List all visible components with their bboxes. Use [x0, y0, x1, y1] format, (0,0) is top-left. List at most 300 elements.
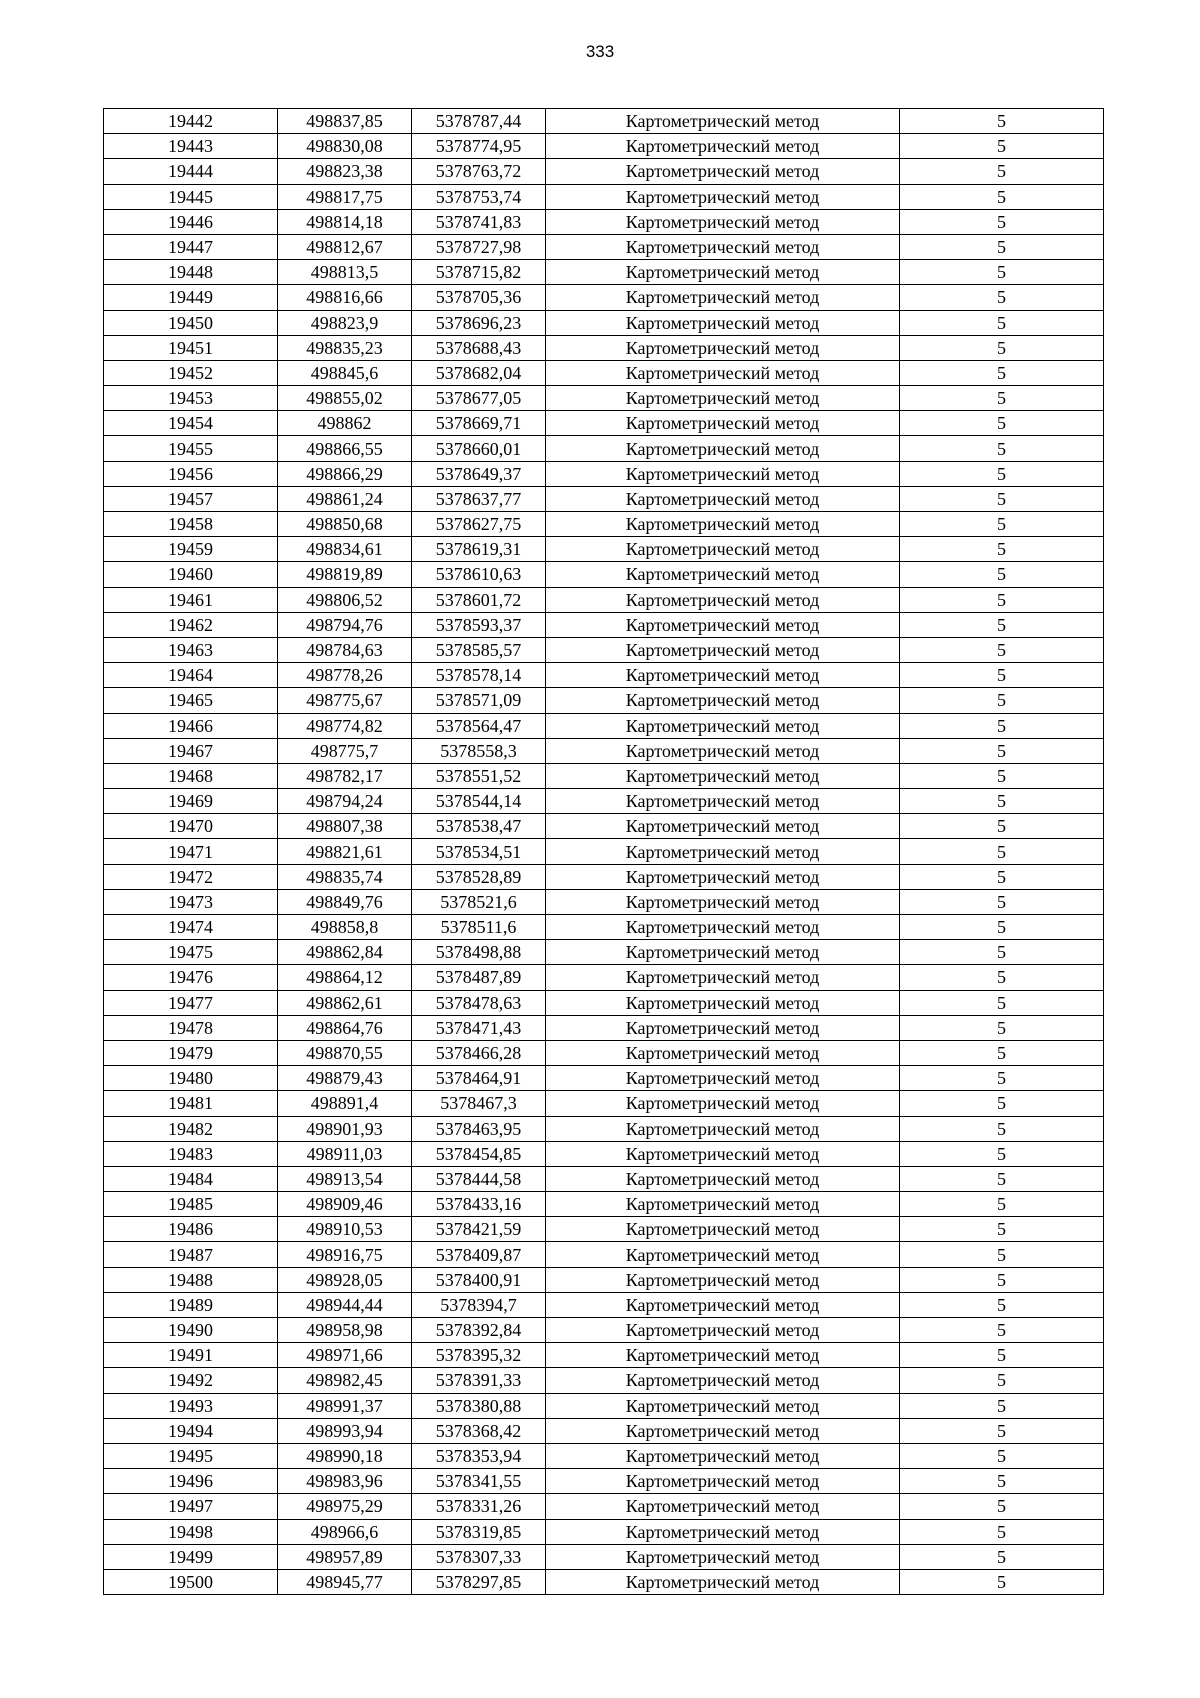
x-coordinate-cell: 498775,7	[278, 738, 412, 763]
point-number-cell: 19477	[104, 990, 278, 1015]
table-row	[104, 1393, 1104, 1418]
method-cell: Картометрический метод	[546, 1544, 900, 1569]
table-row	[104, 360, 1104, 385]
method-cell: Картометрический метод	[546, 209, 900, 234]
x-coordinate-cell: 498855,02	[278, 386, 412, 411]
x-coordinate-cell: 498870,55	[278, 1040, 412, 1065]
accuracy-cell: 5	[900, 1569, 1104, 1594]
method-cell: Картометрический метод	[546, 1015, 900, 1040]
x-coordinate-cell: 498835,74	[278, 864, 412, 889]
table-row	[104, 1494, 1104, 1519]
y-coordinate-cell: 5378763,72	[412, 159, 546, 184]
point-number-cell: 19478	[104, 1015, 278, 1040]
method-cell: Картометрический метод	[546, 915, 900, 940]
method-cell: Картометрический метод	[546, 1418, 900, 1443]
method-cell: Картометрический метод	[546, 1393, 900, 1418]
method-cell: Картометрический метод	[546, 1116, 900, 1141]
y-coordinate-cell: 5378558,3	[412, 738, 546, 763]
y-coordinate-cell: 5378478,63	[412, 990, 546, 1015]
method-cell: Картометрический метод	[546, 1040, 900, 1065]
point-number-cell: 19494	[104, 1418, 278, 1443]
accuracy-cell: 5	[900, 109, 1104, 134]
table-row	[104, 587, 1104, 612]
point-number-cell: 19475	[104, 940, 278, 965]
table-row	[104, 1443, 1104, 1468]
x-coordinate-cell: 498864,12	[278, 965, 412, 990]
accuracy-cell: 5	[900, 436, 1104, 461]
method-cell: Картометрический метод	[546, 814, 900, 839]
accuracy-cell: 5	[900, 1494, 1104, 1519]
x-coordinate-cell: 498850,68	[278, 512, 412, 537]
method-cell: Картометрический метод	[546, 839, 900, 864]
point-number-cell: 19455	[104, 436, 278, 461]
point-number-cell: 19488	[104, 1267, 278, 1292]
method-cell: Картометрический метод	[546, 637, 900, 662]
x-coordinate-cell: 498794,24	[278, 789, 412, 814]
point-number-cell: 19472	[104, 864, 278, 889]
point-number-cell: 19487	[104, 1242, 278, 1267]
x-coordinate-cell: 498957,89	[278, 1544, 412, 1569]
x-coordinate-cell: 498975,29	[278, 1494, 412, 1519]
table-row	[104, 1116, 1104, 1141]
x-coordinate-cell: 498928,05	[278, 1267, 412, 1292]
table-row	[104, 940, 1104, 965]
point-number-cell: 19490	[104, 1318, 278, 1343]
x-coordinate-cell: 498862,61	[278, 990, 412, 1015]
accuracy-cell: 5	[900, 763, 1104, 788]
accuracy-cell: 5	[900, 260, 1104, 285]
point-number-cell: 19469	[104, 789, 278, 814]
coordinates-table	[103, 108, 1104, 1595]
table-row	[104, 1544, 1104, 1569]
accuracy-cell: 5	[900, 965, 1104, 990]
table-row	[104, 109, 1104, 134]
point-number-cell: 19474	[104, 915, 278, 940]
y-coordinate-cell: 5378463,95	[412, 1116, 546, 1141]
accuracy-cell: 5	[900, 234, 1104, 259]
point-number-cell: 19498	[104, 1519, 278, 1544]
point-number-cell: 19442	[104, 109, 278, 134]
y-coordinate-cell: 5378307,33	[412, 1544, 546, 1569]
method-cell: Картометрический метод	[546, 486, 900, 511]
x-coordinate-cell: 498845,6	[278, 360, 412, 385]
point-number-cell: 19468	[104, 763, 278, 788]
x-coordinate-cell: 498782,17	[278, 763, 412, 788]
accuracy-cell: 5	[900, 159, 1104, 184]
method-cell: Картометрический метод	[546, 1242, 900, 1267]
point-number-cell: 19465	[104, 688, 278, 713]
x-coordinate-cell: 498958,98	[278, 1318, 412, 1343]
point-number-cell: 19476	[104, 965, 278, 990]
point-number-cell: 19483	[104, 1141, 278, 1166]
point-number-cell: 19473	[104, 889, 278, 914]
accuracy-cell: 5	[900, 1267, 1104, 1292]
y-coordinate-cell: 5378610,63	[412, 562, 546, 587]
point-number-cell: 19452	[104, 360, 278, 385]
method-cell: Картометрический метод	[546, 1443, 900, 1468]
point-number-cell: 19443	[104, 134, 278, 159]
accuracy-cell: 5	[900, 1040, 1104, 1065]
method-cell: Картометрический метод	[546, 1141, 900, 1166]
point-number-cell: 19458	[104, 512, 278, 537]
method-cell: Картометрический метод	[546, 1192, 900, 1217]
accuracy-cell: 5	[900, 335, 1104, 360]
point-number-cell: 19480	[104, 1066, 278, 1091]
accuracy-cell: 5	[900, 562, 1104, 587]
x-coordinate-cell: 498835,23	[278, 335, 412, 360]
x-coordinate-cell: 498814,18	[278, 209, 412, 234]
point-number-cell: 19499	[104, 1544, 278, 1569]
method-cell: Картометрический метод	[546, 461, 900, 486]
accuracy-cell: 5	[900, 713, 1104, 738]
table-row	[104, 1267, 1104, 1292]
x-coordinate-cell: 498993,94	[278, 1418, 412, 1443]
point-number-cell: 19448	[104, 260, 278, 285]
table-row	[104, 637, 1104, 662]
x-coordinate-cell: 498913,54	[278, 1166, 412, 1191]
point-number-cell: 19489	[104, 1292, 278, 1317]
table-row	[104, 688, 1104, 713]
table-row	[104, 537, 1104, 562]
x-coordinate-cell: 498830,08	[278, 134, 412, 159]
method-cell: Картометрический метод	[546, 990, 900, 1015]
method-cell: Картометрический метод	[546, 713, 900, 738]
method-cell: Картометрический метод	[546, 663, 900, 688]
point-number-cell: 19482	[104, 1116, 278, 1141]
accuracy-cell: 5	[900, 663, 1104, 688]
method-cell: Картометрический метод	[546, 285, 900, 310]
x-coordinate-cell: 498864,76	[278, 1015, 412, 1040]
method-cell: Картометрический метод	[546, 512, 900, 537]
y-coordinate-cell: 5378715,82	[412, 260, 546, 285]
table-row	[104, 1519, 1104, 1544]
accuracy-cell: 5	[900, 1066, 1104, 1091]
method-cell: Картометрический метод	[546, 436, 900, 461]
method-cell: Картометрический метод	[546, 587, 900, 612]
table-row	[104, 889, 1104, 914]
accuracy-cell: 5	[900, 1015, 1104, 1040]
x-coordinate-cell: 498834,61	[278, 537, 412, 562]
x-coordinate-cell: 498971,66	[278, 1343, 412, 1368]
y-coordinate-cell: 5378421,59	[412, 1217, 546, 1242]
y-coordinate-cell: 5378753,74	[412, 184, 546, 209]
point-number-cell: 19461	[104, 587, 278, 612]
point-number-cell: 19447	[104, 234, 278, 259]
point-number-cell: 19456	[104, 461, 278, 486]
point-number-cell: 19451	[104, 335, 278, 360]
x-coordinate-cell: 498774,82	[278, 713, 412, 738]
table-row	[104, 915, 1104, 940]
y-coordinate-cell: 5378380,88	[412, 1393, 546, 1418]
table-row	[104, 1292, 1104, 1317]
table-row	[104, 864, 1104, 889]
accuracy-cell: 5	[900, 1292, 1104, 1317]
accuracy-cell: 5	[900, 134, 1104, 159]
y-coordinate-cell: 5378774,95	[412, 134, 546, 159]
method-cell: Картометрический метод	[546, 386, 900, 411]
y-coordinate-cell: 5378564,47	[412, 713, 546, 738]
y-coordinate-cell: 5378601,72	[412, 587, 546, 612]
table-row	[104, 335, 1104, 360]
x-coordinate-cell: 498819,89	[278, 562, 412, 587]
method-cell: Картометрический метод	[546, 1091, 900, 1116]
method-cell: Картометрический метод	[546, 1166, 900, 1191]
table-row	[104, 260, 1104, 285]
x-coordinate-cell: 498944,44	[278, 1292, 412, 1317]
table-row	[104, 1192, 1104, 1217]
y-coordinate-cell: 5378627,75	[412, 512, 546, 537]
y-coordinate-cell: 5378741,83	[412, 209, 546, 234]
point-number-cell: 19450	[104, 310, 278, 335]
y-coordinate-cell: 5378467,3	[412, 1091, 546, 1116]
y-coordinate-cell: 5378394,7	[412, 1292, 546, 1317]
y-coordinate-cell: 5378677,05	[412, 386, 546, 411]
y-coordinate-cell: 5378585,57	[412, 637, 546, 662]
table-row	[104, 1343, 1104, 1368]
method-cell: Картометрический метод	[546, 562, 900, 587]
point-number-cell: 19467	[104, 738, 278, 763]
x-coordinate-cell: 498778,26	[278, 663, 412, 688]
x-coordinate-cell: 498916,75	[278, 1242, 412, 1267]
accuracy-cell: 5	[900, 1091, 1104, 1116]
method-cell: Картометрический метод	[546, 889, 900, 914]
table-row	[104, 1569, 1104, 1594]
y-coordinate-cell: 5378528,89	[412, 864, 546, 889]
method-cell: Картометрический метод	[546, 1368, 900, 1393]
accuracy-cell: 5	[900, 1469, 1104, 1494]
method-cell: Картометрический метод	[546, 1292, 900, 1317]
accuracy-cell: 5	[900, 1519, 1104, 1544]
method-cell: Картометрический метод	[546, 864, 900, 889]
y-coordinate-cell: 5378660,01	[412, 436, 546, 461]
accuracy-cell: 5	[900, 1544, 1104, 1569]
y-coordinate-cell: 5378368,42	[412, 1418, 546, 1443]
table-row	[104, 1091, 1104, 1116]
y-coordinate-cell: 5378395,32	[412, 1343, 546, 1368]
accuracy-cell: 5	[900, 310, 1104, 335]
y-coordinate-cell: 5378696,23	[412, 310, 546, 335]
table-row	[104, 512, 1104, 537]
accuracy-cell: 5	[900, 1116, 1104, 1141]
coordinates-table-body	[104, 109, 1104, 1595]
method-cell: Картометрический метод	[546, 1343, 900, 1368]
table-row	[104, 1469, 1104, 1494]
y-coordinate-cell: 5378498,88	[412, 940, 546, 965]
accuracy-cell: 5	[900, 1393, 1104, 1418]
y-coordinate-cell: 5378391,33	[412, 1368, 546, 1393]
point-number-cell: 19493	[104, 1393, 278, 1418]
point-number-cell: 19496	[104, 1469, 278, 1494]
point-number-cell: 19464	[104, 663, 278, 688]
method-cell: Картометрический метод	[546, 184, 900, 209]
accuracy-cell: 5	[900, 612, 1104, 637]
point-number-cell: 19462	[104, 612, 278, 637]
method-cell: Картометрический метод	[546, 738, 900, 763]
accuracy-cell: 5	[900, 184, 1104, 209]
x-coordinate-cell: 498806,52	[278, 587, 412, 612]
table-row	[104, 663, 1104, 688]
x-coordinate-cell: 498821,61	[278, 839, 412, 864]
accuracy-cell: 5	[900, 1192, 1104, 1217]
y-coordinate-cell: 5378727,98	[412, 234, 546, 259]
point-number-cell: 19446	[104, 209, 278, 234]
accuracy-cell: 5	[900, 1166, 1104, 1191]
point-number-cell: 19481	[104, 1091, 278, 1116]
y-coordinate-cell: 5378534,51	[412, 839, 546, 864]
method-cell: Картометрический метод	[546, 612, 900, 637]
method-cell: Картометрический метод	[546, 1469, 900, 1494]
accuracy-cell: 5	[900, 1368, 1104, 1393]
method-cell: Картометрический метод	[546, 940, 900, 965]
method-cell: Картометрический метод	[546, 159, 900, 184]
accuracy-cell: 5	[900, 411, 1104, 436]
x-coordinate-cell: 498983,96	[278, 1469, 412, 1494]
y-coordinate-cell: 5378551,52	[412, 763, 546, 788]
method-cell: Картометрический метод	[546, 965, 900, 990]
y-coordinate-cell: 5378319,85	[412, 1519, 546, 1544]
y-coordinate-cell: 5378433,16	[412, 1192, 546, 1217]
method-cell: Картометрический метод	[546, 763, 900, 788]
point-number-cell: 19492	[104, 1368, 278, 1393]
y-coordinate-cell: 5378619,31	[412, 537, 546, 562]
y-coordinate-cell: 5378409,87	[412, 1242, 546, 1267]
method-cell: Картометрический метод	[546, 310, 900, 335]
point-number-cell: 19460	[104, 562, 278, 587]
y-coordinate-cell: 5378649,37	[412, 461, 546, 486]
y-coordinate-cell: 5378787,44	[412, 109, 546, 134]
x-coordinate-cell: 498866,55	[278, 436, 412, 461]
point-number-cell: 19497	[104, 1494, 278, 1519]
accuracy-cell: 5	[900, 940, 1104, 965]
accuracy-cell: 5	[900, 814, 1104, 839]
y-coordinate-cell: 5378705,36	[412, 285, 546, 310]
method-cell: Картометрический метод	[546, 411, 900, 436]
method-cell: Картометрический метод	[546, 134, 900, 159]
accuracy-cell: 5	[900, 1443, 1104, 1468]
accuracy-cell: 5	[900, 360, 1104, 385]
x-coordinate-cell: 498816,66	[278, 285, 412, 310]
method-cell: Картометрический метод	[546, 1519, 900, 1544]
table-row	[104, 1040, 1104, 1065]
x-coordinate-cell: 498775,67	[278, 688, 412, 713]
accuracy-cell: 5	[900, 537, 1104, 562]
table-row	[104, 965, 1104, 990]
y-coordinate-cell: 5378637,77	[412, 486, 546, 511]
method-cell: Картометрический метод	[546, 335, 900, 360]
table-row	[104, 612, 1104, 637]
x-coordinate-cell: 498812,67	[278, 234, 412, 259]
table-row	[104, 738, 1104, 763]
point-number-cell: 19463	[104, 637, 278, 662]
x-coordinate-cell: 498945,77	[278, 1569, 412, 1594]
y-coordinate-cell: 5378538,47	[412, 814, 546, 839]
table-row	[104, 713, 1104, 738]
y-coordinate-cell: 5378487,89	[412, 965, 546, 990]
y-coordinate-cell: 5378331,26	[412, 1494, 546, 1519]
accuracy-cell: 5	[900, 789, 1104, 814]
method-cell: Картометрический метод	[546, 688, 900, 713]
point-number-cell: 19500	[104, 1569, 278, 1594]
x-coordinate-cell: 498911,03	[278, 1141, 412, 1166]
y-coordinate-cell: 5378444,58	[412, 1166, 546, 1191]
table-row	[104, 1015, 1104, 1040]
accuracy-cell: 5	[900, 1343, 1104, 1368]
table-row	[104, 461, 1104, 486]
method-cell: Картометрический метод	[546, 109, 900, 134]
method-cell: Картометрический метод	[546, 1569, 900, 1594]
y-coordinate-cell: 5378454,85	[412, 1141, 546, 1166]
x-coordinate-cell: 498817,75	[278, 184, 412, 209]
x-coordinate-cell: 498891,4	[278, 1091, 412, 1116]
table-row	[104, 814, 1104, 839]
point-number-cell: 19486	[104, 1217, 278, 1242]
table-row	[104, 1418, 1104, 1443]
y-coordinate-cell: 5378353,94	[412, 1443, 546, 1468]
accuracy-cell: 5	[900, 738, 1104, 763]
table-row	[104, 562, 1104, 587]
table-row	[104, 486, 1104, 511]
accuracy-cell: 5	[900, 889, 1104, 914]
table-row	[104, 411, 1104, 436]
point-number-cell: 19491	[104, 1343, 278, 1368]
x-coordinate-cell: 498909,46	[278, 1192, 412, 1217]
table-row	[104, 1318, 1104, 1343]
point-number-cell: 19444	[104, 159, 278, 184]
table-row	[104, 1066, 1104, 1091]
method-cell: Картометрический метод	[546, 1217, 900, 1242]
x-coordinate-cell: 498901,93	[278, 1116, 412, 1141]
x-coordinate-cell: 498966,6	[278, 1519, 412, 1544]
table-row	[104, 386, 1104, 411]
point-number-cell: 19470	[104, 814, 278, 839]
point-number-cell: 19457	[104, 486, 278, 511]
accuracy-cell: 5	[900, 864, 1104, 889]
y-coordinate-cell: 5378511,6	[412, 915, 546, 940]
point-number-cell: 19459	[104, 537, 278, 562]
y-coordinate-cell: 5378682,04	[412, 360, 546, 385]
point-number-cell: 19484	[104, 1166, 278, 1191]
accuracy-cell: 5	[900, 1418, 1104, 1443]
table-row	[104, 990, 1104, 1015]
y-coordinate-cell: 5378297,85	[412, 1569, 546, 1594]
point-number-cell: 19485	[104, 1192, 278, 1217]
x-coordinate-cell: 498990,18	[278, 1443, 412, 1468]
accuracy-cell: 5	[900, 1141, 1104, 1166]
y-coordinate-cell: 5378341,55	[412, 1469, 546, 1494]
method-cell: Картометрический метод	[546, 1494, 900, 1519]
y-coordinate-cell: 5378521,6	[412, 889, 546, 914]
accuracy-cell: 5	[900, 1242, 1104, 1267]
page-number: 333	[585, 42, 615, 61]
x-coordinate-cell: 498910,53	[278, 1217, 412, 1242]
x-coordinate-cell: 498784,63	[278, 637, 412, 662]
accuracy-cell: 5	[900, 386, 1104, 411]
y-coordinate-cell: 5378544,14	[412, 789, 546, 814]
point-number-cell: 19479	[104, 1040, 278, 1065]
accuracy-cell: 5	[900, 1217, 1104, 1242]
x-coordinate-cell: 498862,84	[278, 940, 412, 965]
table-row	[104, 436, 1104, 461]
accuracy-cell: 5	[900, 915, 1104, 940]
accuracy-cell: 5	[900, 512, 1104, 537]
x-coordinate-cell: 498837,85	[278, 109, 412, 134]
table-row	[104, 234, 1104, 259]
y-coordinate-cell: 5378464,91	[412, 1066, 546, 1091]
x-coordinate-cell: 498982,45	[278, 1368, 412, 1393]
y-coordinate-cell: 5378669,71	[412, 411, 546, 436]
y-coordinate-cell: 5378578,14	[412, 663, 546, 688]
accuracy-cell: 5	[900, 285, 1104, 310]
